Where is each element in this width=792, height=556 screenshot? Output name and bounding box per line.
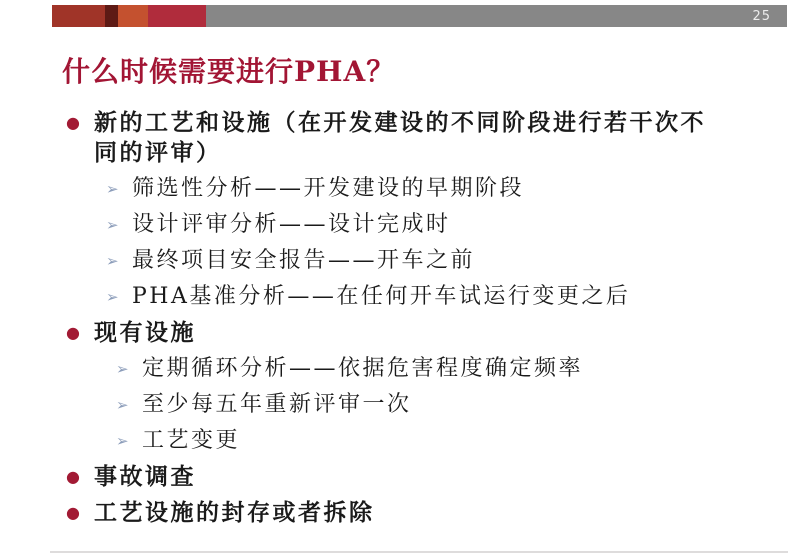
bottom-divider <box>50 551 788 553</box>
list-item-text: 最终项目安全报告——开车之前 <box>132 248 476 273</box>
arrow-bullet-icon: ➢ <box>116 396 129 414</box>
bullet-list <box>66 103 766 534</box>
list-item <box>106 282 766 312</box>
list-item <box>106 210 766 240</box>
arrow-bullet-icon: ➢ <box>106 288 119 306</box>
arrow-bullet-icon: ➢ <box>106 252 119 270</box>
list-item-text: 现有设施 <box>94 319 196 346</box>
header-gray-bar <box>206 5 787 27</box>
bullet-dot-icon: ● <box>66 113 80 132</box>
list-item-text: 工艺设施的封存或者拆除 <box>94 499 375 526</box>
list-item <box>116 390 766 420</box>
list-item-text: 工艺变更 <box>142 428 241 453</box>
list-item-text: 设计评审分析——设计完成时 <box>132 212 451 237</box>
header-block-brick <box>52 5 105 27</box>
list-item-text: 新的工艺和设施（在开发建设的不同阶段进行若干次不同的评审） <box>94 109 706 166</box>
header-stripe <box>52 5 787 27</box>
list-item-text: 事故调查 <box>94 463 196 490</box>
arrow-bullet-icon: ➢ <box>116 360 129 378</box>
list-item-text: PHA基准分析——在任何开车试运行变更之后 <box>132 284 631 309</box>
bullet-dot-icon: ● <box>66 467 80 486</box>
page-number: 25 <box>752 8 771 24</box>
list-item-text: 定期循环分析——依据危害程度确定频率 <box>142 356 584 381</box>
list-item <box>66 498 766 528</box>
list-item <box>116 354 766 384</box>
list-item <box>66 462 766 492</box>
slide-title: 什么时候需要进行PHA？ <box>62 55 396 88</box>
list-item <box>116 426 766 456</box>
header-block-crimson <box>148 5 206 27</box>
arrow-bullet-icon: ➢ <box>106 180 119 198</box>
list-item <box>106 174 766 204</box>
arrow-bullet-icon: ➢ <box>106 216 119 234</box>
list-item <box>106 246 766 276</box>
header-block-maroon <box>105 5 118 27</box>
header-block-orange <box>118 5 148 27</box>
arrow-bullet-icon: ➢ <box>116 432 129 450</box>
list-item <box>66 318 766 348</box>
list-item <box>66 108 766 168</box>
list-item-text: 至少每五年重新评审一次 <box>142 392 412 417</box>
list-item-text: 筛选性分析——开发建设的早期阶段 <box>132 176 525 201</box>
bullet-dot-icon: ● <box>66 323 80 342</box>
bullet-dot-icon: ● <box>66 503 80 522</box>
